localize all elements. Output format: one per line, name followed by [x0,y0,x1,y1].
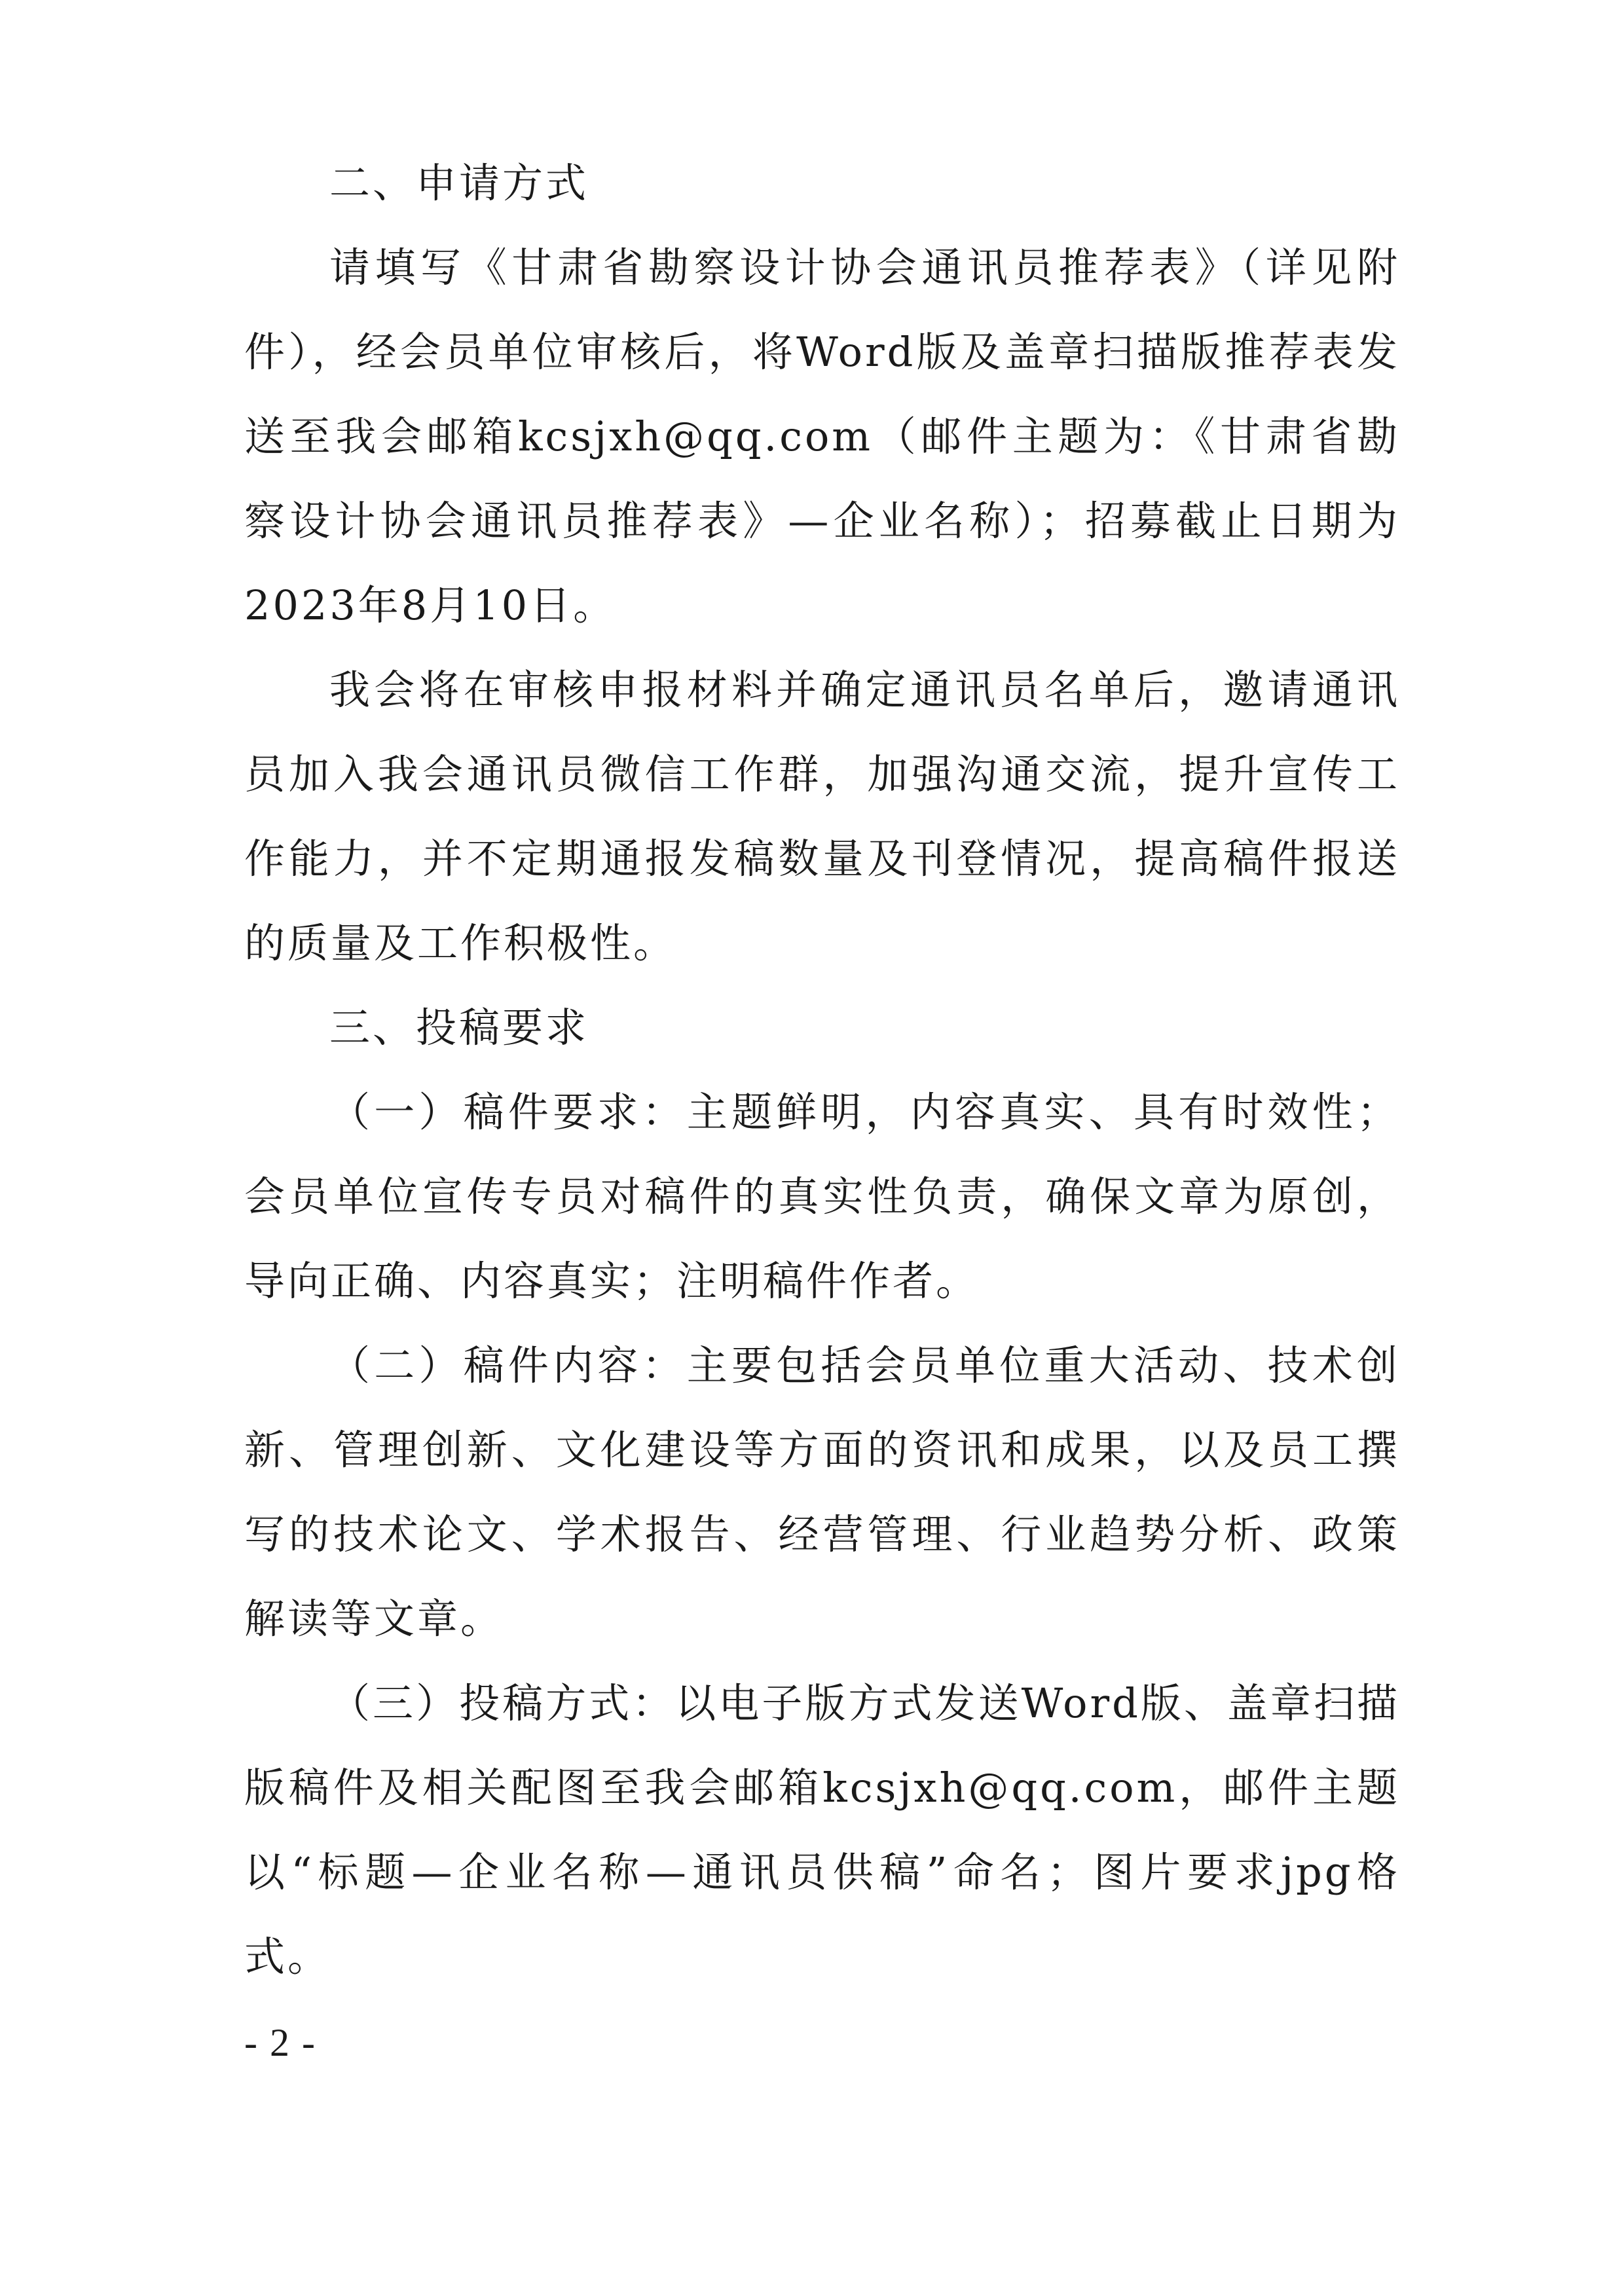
paragraph-application-instructions: 请填写《甘肃省勘察设计协会通讯员推荐表》（详见附件），经会员单位审核后，将Word版及盖章扫描版推荐表发送至我会邮箱kcsjxh@qq.com（邮件主题为：《甘肃省勘察设计协会通讯员推荐表》—企业名称）；招募截止日期为2023年8月10日。 [244,244,1400,629]
paragraph-manuscript-content: （二）稿件内容：主要包括会员单位重大活动、技术创新、管理创新、文化建设等方面的资讯和成果，以及员工撰写的技术论文、学术报告、经营管理、行业趋势分析、政策解读等文章。 [244,1341,1400,1643]
paragraph-correspondent-group: 我会将在审核申报材料并确定通讯员名单后，邀请通讯员加入我会通讯员微信工作群，加强沟通交流，提升宣传工作能力，并不定期通报发稿数量及刊登情况，提高稿件报送的质量及工作积极性。 [244,666,1400,967]
paragraph-submission-method: （三）投稿方式：以电子版方式发送Word版、盖章扫描版稿件及相关配图至我会邮箱kcsjxh@qq.com，邮件主题以“标题—企业名称—通讯员供稿”命名；图片要求jpg格式。 [244,1679,1400,1980]
page-number: - 2 - [244,2021,316,2064]
section-heading-application-method: 二、申请方式 [329,159,589,207]
section-heading-submission-requirements: 三、投稿要求 [329,1004,589,1051]
document-body [244,141,1400,1999]
paragraph-manuscript-requirements: （一）稿件要求：主题鲜明，内容真实、具有时效性；会员单位宣传专员对稿件的真实性负责，确保文章为原创，导向正确、内容真实；注明稿件作者。 [244,1088,1400,1305]
